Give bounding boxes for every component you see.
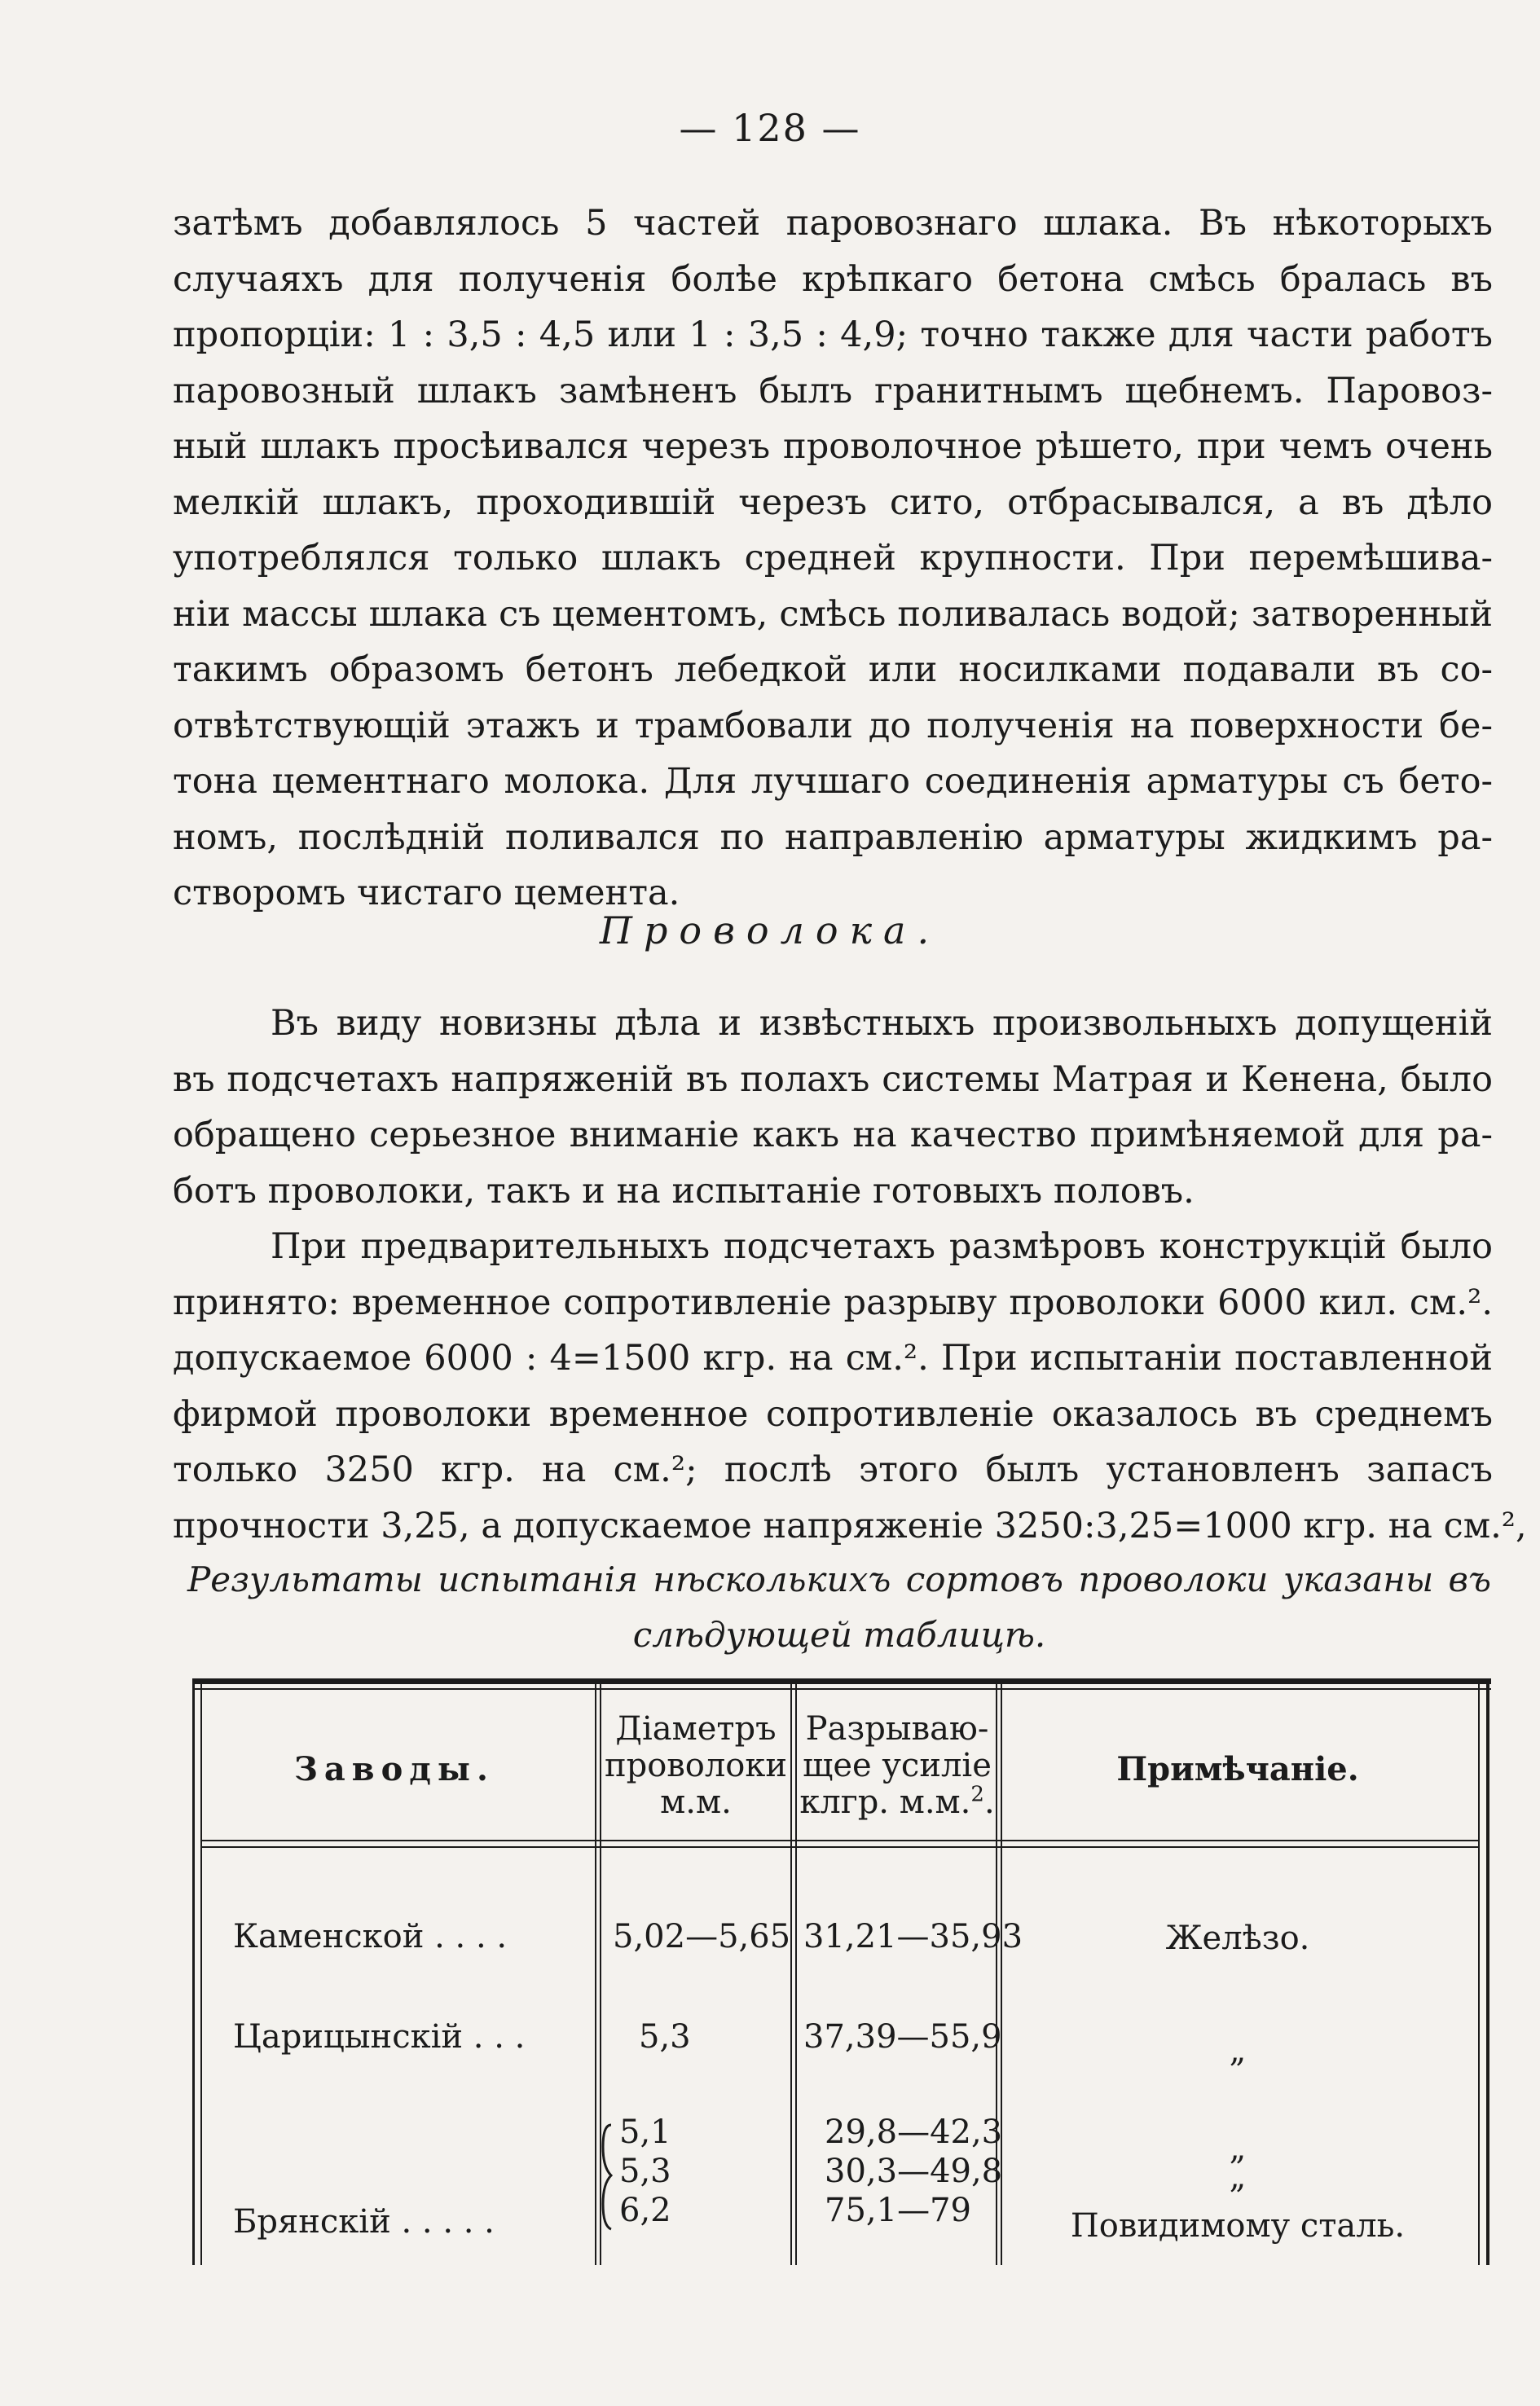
- text-line: прочности 3,25, а допускаемое напряженіе 3250:3,25=1000 кгр. на см.²,: [173, 1505, 1527, 1546]
- header-plants: Заводы.: [294, 1750, 495, 1788]
- text-line: отвѣтствующій этажъ и трамбовали до полученія на поверхности бе-: [173, 705, 1493, 746]
- text-line: мелкій шлакъ, проходившій черезъ сито, отбрасывался, а въ дѣло: [173, 482, 1493, 523]
- row-plant: Брянскій . . . . .: [233, 2203, 495, 2241]
- row-force: 31,21—35,93: [803, 1918, 1023, 1955]
- text-line: фирмой проволоки временное сопротивленіе оказалось въ среднемъ: [173, 1393, 1493, 1435]
- row-force: 30,3—49,8: [825, 2153, 1003, 2190]
- header-diameter: [600, 1711, 792, 1821]
- text-line: въ подсчетахъ напряженій въ полахъ системы Матрая и Кенена, было: [173, 1058, 1493, 1100]
- header-force: [795, 1711, 999, 1821]
- text-line: случаяхъ для полученія болѣе крѣпкаго бетона смѣсь бралась въ: [173, 258, 1493, 300]
- row-diameter: 5,3: [619, 2153, 671, 2190]
- header-diameter-line: м.м.: [660, 1784, 732, 1821]
- row-force: 37,39—55,9: [803, 2018, 1002, 2056]
- text-line: паровозный шлакъ замѣненъ былъ гранитнымъ щебнемъ. Паровоз-: [173, 370, 1493, 411]
- row-note: „: [1229, 2158, 1247, 2196]
- header-force-line: щее усиліе: [803, 1747, 992, 1784]
- header-force-period: .: [983, 1784, 995, 1821]
- row-plant: Каменской . . . .: [233, 1918, 508, 1955]
- text-line: принято: временное сопротивленіе разрыву проволоки 6000 кил. см.².: [173, 1282, 1493, 1323]
- text-line: только 3250 кгр. на см.²; послѣ этого былъ установленъ запасъ: [173, 1449, 1493, 1490]
- header-force-superscript: 2: [970, 1782, 984, 1807]
- row-diameter: 5,3: [639, 2018, 691, 2056]
- text-line: пропорціи: 1 : 3,5 : 4,5 или 1 : 3,5 : 4,9; точно также для части работъ: [173, 314, 1493, 355]
- header-force-line: [795, 1784, 999, 1821]
- header-note: Примѣчаніе.: [1116, 1750, 1359, 1788]
- header-force-unit: клгр. м.м.: [799, 1784, 971, 1821]
- text-line: допускаемое 6000 : 4=1500 кгр. на см.². При испытаніи поставленной: [173, 1338, 1493, 1379]
- text-line: употреблялся только шлакъ средней крупности. При перемѣшива-: [173, 538, 1493, 578]
- text-line: Въ виду новизны дѣла и извѣстныхъ произвольныхъ допущеній: [271, 1003, 1493, 1044]
- text-line: ный шлакъ просѣивался черезъ проволочное рѣшето, при чемъ очень: [173, 426, 1493, 467]
- row-plant: Царицынскій . . .: [233, 2018, 526, 2056]
- table-caption: [187, 1552, 1491, 1663]
- row-note: „: [1229, 2130, 1247, 2167]
- page-number: — 128 —: [679, 106, 861, 150]
- text-line: номъ, послѣдній поливался по направленію арматуры жидкимъ ра-: [173, 816, 1493, 858]
- text-line: При предварительныхъ подсчетахъ размѣровъ конструкцій было: [271, 1226, 1493, 1267]
- results-table: [192, 1678, 1491, 2265]
- text-line: ніи массы шлака съ цементомъ, смѣсь поливалась водой; затворенный: [173, 593, 1493, 635]
- row-diameter: 5,1: [619, 2113, 671, 2151]
- text-line: створомъ чистаго цемента.: [173, 873, 680, 913]
- text-line: обращено серьезное вниманіе какъ на качество примѣняемой для ра-: [173, 1115, 1493, 1155]
- header-force-line: Разрываю-: [805, 1710, 989, 1748]
- row-diameter: 6,2: [619, 2192, 671, 2229]
- text-line: тона цементнаго молока. Для лучшаго соединенія арматуры съ бето-: [173, 761, 1493, 802]
- row-diameter: 5,02—5,65: [613, 1918, 791, 1955]
- header-diameter-line: проволоки: [604, 1747, 788, 1784]
- paragraph-concrete: [173, 196, 1493, 921]
- row-note: Повидимому сталь.: [1070, 2207, 1406, 2245]
- row-force: 75,1—79: [825, 2192, 971, 2229]
- text-line: затѣмъ добавлялось 5 частей паровознаго шлака. Въ нѣкоторыхъ: [173, 203, 1493, 244]
- section-title: Проволока.: [599, 908, 941, 952]
- paragraph-wire: [173, 996, 1527, 1554]
- row-note: „: [1229, 2032, 1247, 2070]
- text-line: такимъ образомъ бетонъ лебедкой или носилками подавали въ со-: [173, 649, 1493, 690]
- row-note: Желѣзо.: [1165, 1920, 1310, 1957]
- text-line: ботъ проволоки, такъ и на испытаніе готовыхъ половъ.: [173, 1170, 1195, 1212]
- caption-line: Результаты испытанія нѣсколькихъ сортовъ проволоки указаны въ: [187, 1559, 1491, 1599]
- caption-line: слѣдующей таблицѣ.: [632, 1615, 1046, 1655]
- header-diameter-line: Діаметръ: [615, 1710, 777, 1748]
- row-force: 29,8—42,3: [825, 2113, 1003, 2151]
